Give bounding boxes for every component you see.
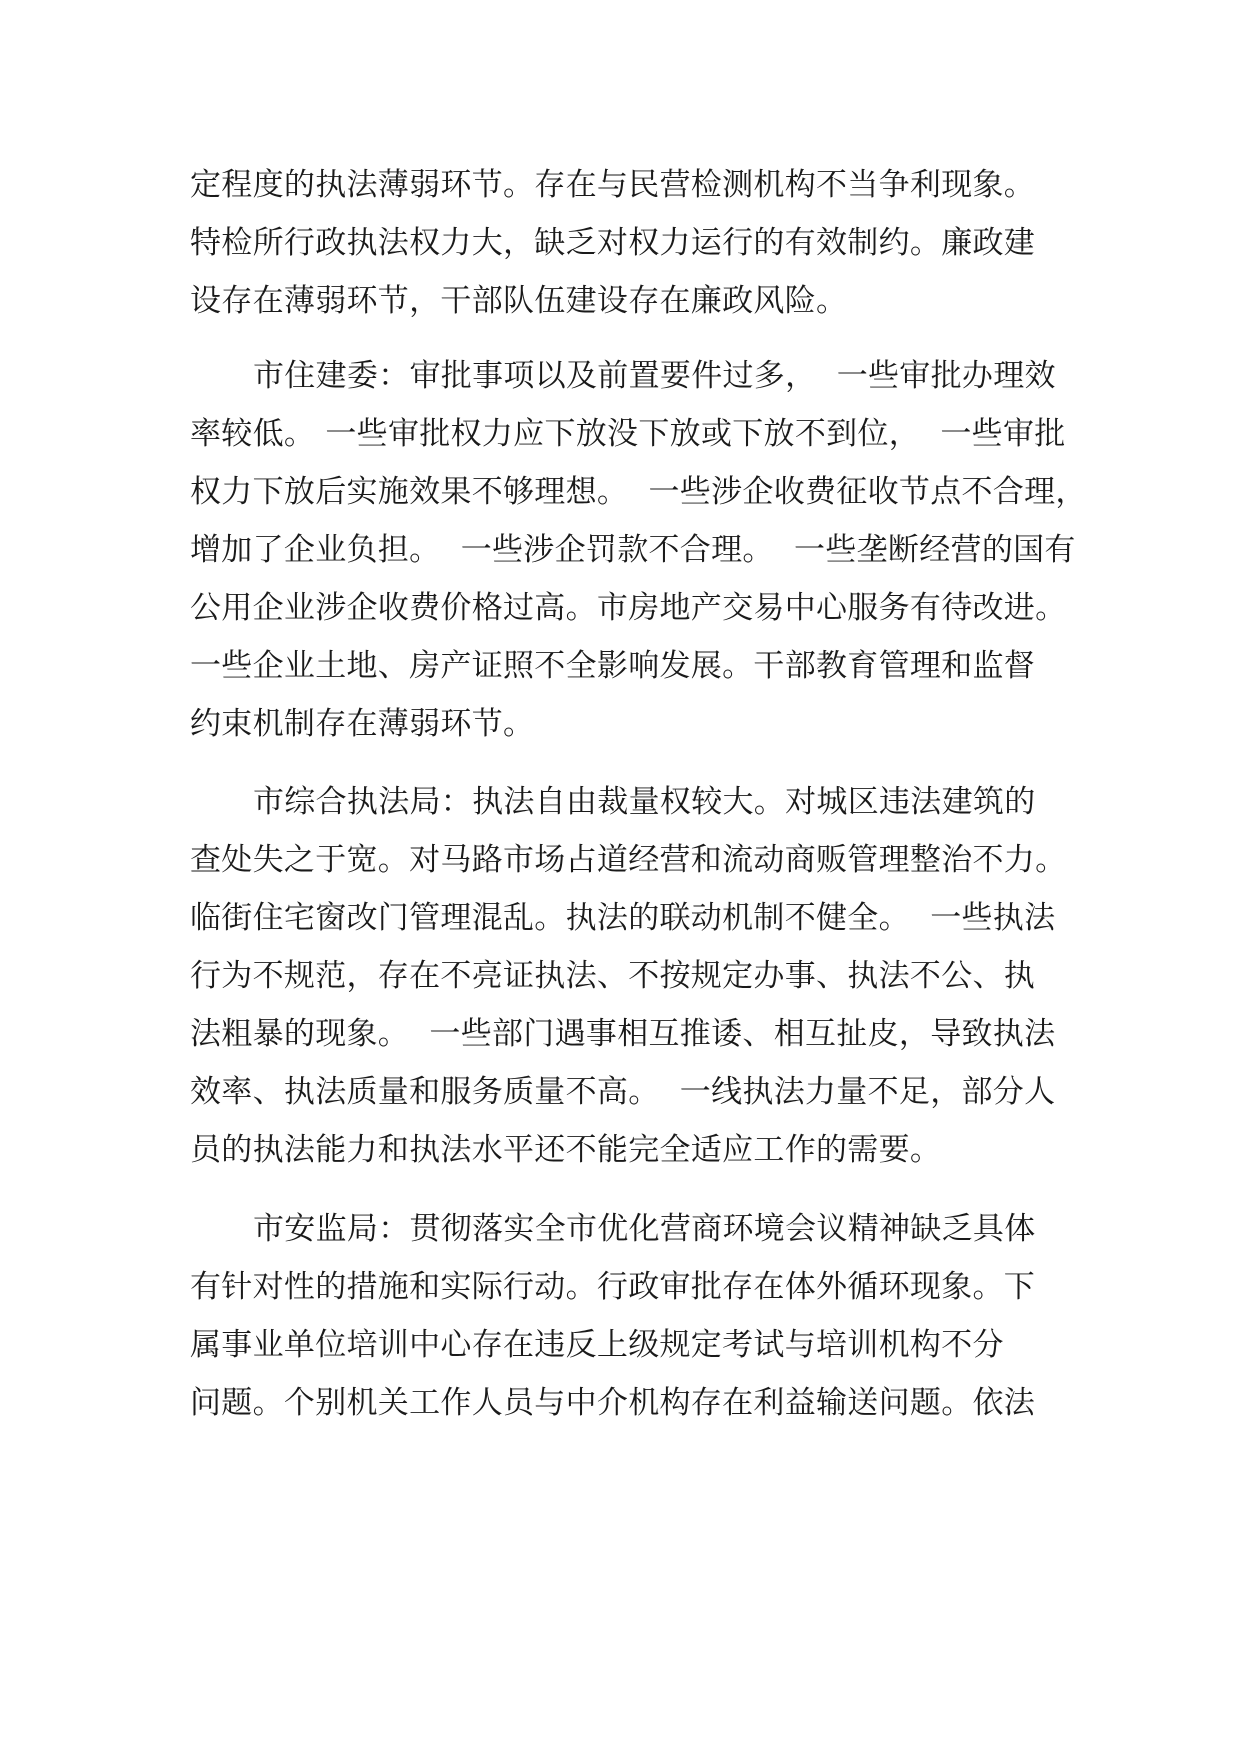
text-line: 率较低。 一些审批权力应下放没下放或下放不到位， 一些审批 <box>190 416 1066 452</box>
text-line: 特检所行政执法权力大，缺乏对权力运行的有效制约。廉政建 <box>190 225 1036 261</box>
text-line: 属事业单位培训中心存在违反上级规定考试与培训机构不分 <box>190 1327 1004 1363</box>
text-line: 行为不规范，存在不亮证执法、不按规定办事、执法不公、执 <box>190 958 1036 994</box>
text-line: 市综合执法局：执法自由裁量权较大。对城区违法建筑的 <box>253 784 1036 820</box>
text-line: 问题。个别机关工作人员与中介机构存在利益输送问题。依法 <box>190 1385 1036 1421</box>
text-line: 公用企业涉企收费价格过高。市房地产交易中心服务有待改进。 <box>190 590 1067 626</box>
text-line: 设存在薄弱环节，干部队伍建设存在廉政风险。 <box>190 283 848 319</box>
text-line: 约束机制存在薄弱环节。 <box>190 706 535 742</box>
text-line: 临街住宅窗改门管理混乱。执法的联动机制不健全。 一些执法 <box>190 900 1056 936</box>
text-line: 市住建委：审批事项以及前置要件过多， 一些审批办理效 <box>253 358 1056 394</box>
text-line: 增加了企业负担。 一些涉企罚款不合理。 一些垄断经营的国有 <box>190 532 1076 568</box>
text-line: 定程度的执法薄弱环节。存在与民营检测机构不当争利现象。 <box>190 167 1036 203</box>
text-line: 一些企业土地、房产证照不全影响发展。干部教育管理和监督 <box>190 648 1036 684</box>
text-line: 查处失之于宽。对马路市场占道经营和流动商贩管理整治不力。 <box>190 842 1067 878</box>
text-line: 有针对性的措施和实际行动。行政审批存在体外循环现象。下 <box>190 1269 1036 1305</box>
text-line: 市安监局：贯彻落实全市优化营商环境会议精神缺乏具体 <box>253 1211 1036 1247</box>
text-line: 法粗暴的现象。 一些部门遇事相互推诿、相互扯皮，导致执法 <box>190 1016 1056 1052</box>
text-line: 员的执法能力和执法水平还不能完全适应工作的需要。 <box>190 1132 942 1168</box>
text-line: 效率、执法质量和服务质量不高。 一线执法力量不足，部分人 <box>190 1074 1056 1110</box>
text-line: 权力下放后实施效果不够理想。 一些涉企收费征收节点不合理， <box>190 474 1087 510</box>
